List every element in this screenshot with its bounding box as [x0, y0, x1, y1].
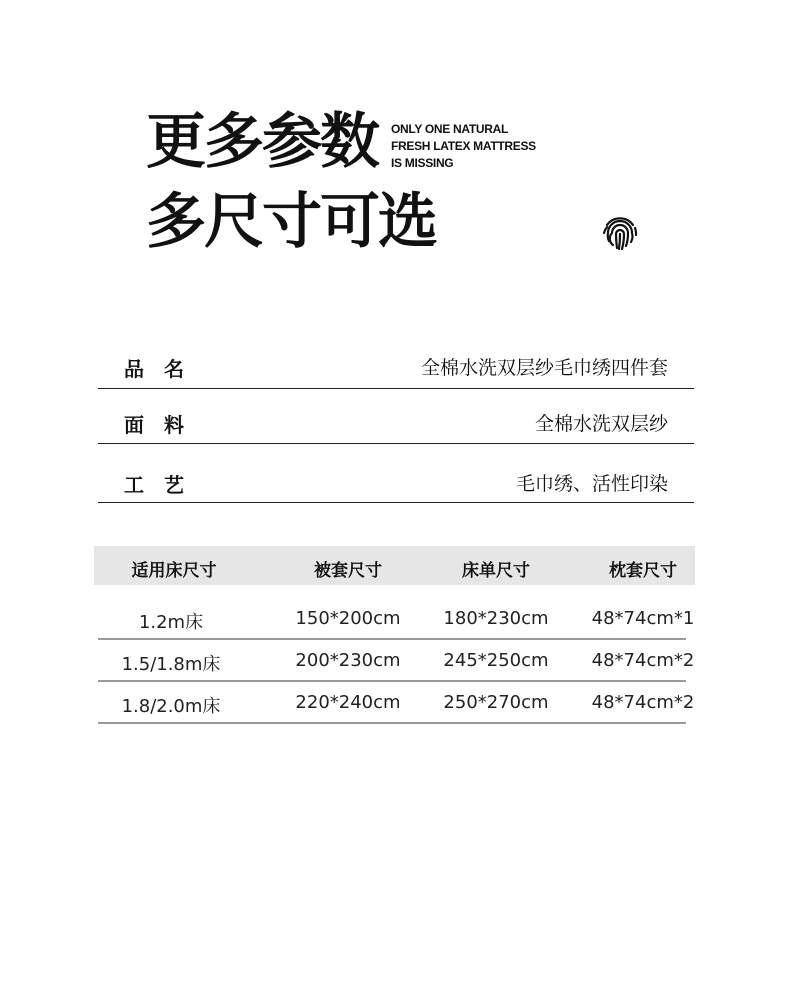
table-cell: 200*230cm: [295, 650, 401, 671]
spec-row-product-name: [98, 340, 694, 389]
hero-title-line-1: 更多参数: [146, 107, 378, 177]
table-cell: 48*74cm*2: [591, 650, 695, 671]
table-cell: 220*240cm: [295, 692, 401, 713]
header-bed-size: 适用床尺寸: [131, 561, 217, 581]
hero-title-line-2: 多尺寸可选: [146, 187, 436, 257]
spec-value: 全棉水洗双层纱毛巾绣四件套: [420, 357, 668, 379]
table-cell: 250*270cm: [443, 692, 549, 713]
tagline-line-3: IS MISSING: [391, 156, 454, 170]
spec-label: 面 料: [124, 413, 184, 437]
english-tagline: [391, 121, 536, 172]
header-duvet-size: 被套尺寸: [314, 561, 382, 581]
size-table-header: [94, 546, 695, 585]
table-cell: 180*230cm: [443, 608, 549, 629]
table-cell: 1.2m床: [138, 612, 204, 633]
tagline-line-2: FRESH LATEX MATTRESS: [391, 139, 536, 153]
table-cell: 245*250cm: [443, 650, 549, 671]
spec-label: 工 艺: [124, 473, 184, 497]
table-cell: 150*200cm: [295, 608, 401, 629]
spec-label: 品 名: [124, 357, 184, 381]
spec-row-fabric: [98, 389, 694, 444]
tagline-line-1: ONLY ONE NATURAL: [391, 122, 508, 136]
header-pillowcase-size: 枕套尺寸: [609, 561, 677, 581]
table-cell: 1.5/1.8m床: [121, 654, 221, 675]
spec-value: 毛巾绣、活性印染: [515, 473, 668, 495]
spec-row-craft: [98, 444, 694, 503]
table-row: [98, 682, 695, 724]
table-row: [98, 598, 695, 640]
table-cell: 48*74cm*1: [591, 608, 695, 629]
table-cell: 48*74cm*2: [591, 692, 695, 713]
table-cell: 1.8/2.0m床: [121, 696, 221, 717]
table-row: [98, 640, 695, 682]
fingerprint-icon: [599, 211, 641, 253]
spec-value: 全棉水洗双层纱: [534, 413, 668, 435]
header-sheet-size: 床单尺寸: [462, 561, 530, 581]
